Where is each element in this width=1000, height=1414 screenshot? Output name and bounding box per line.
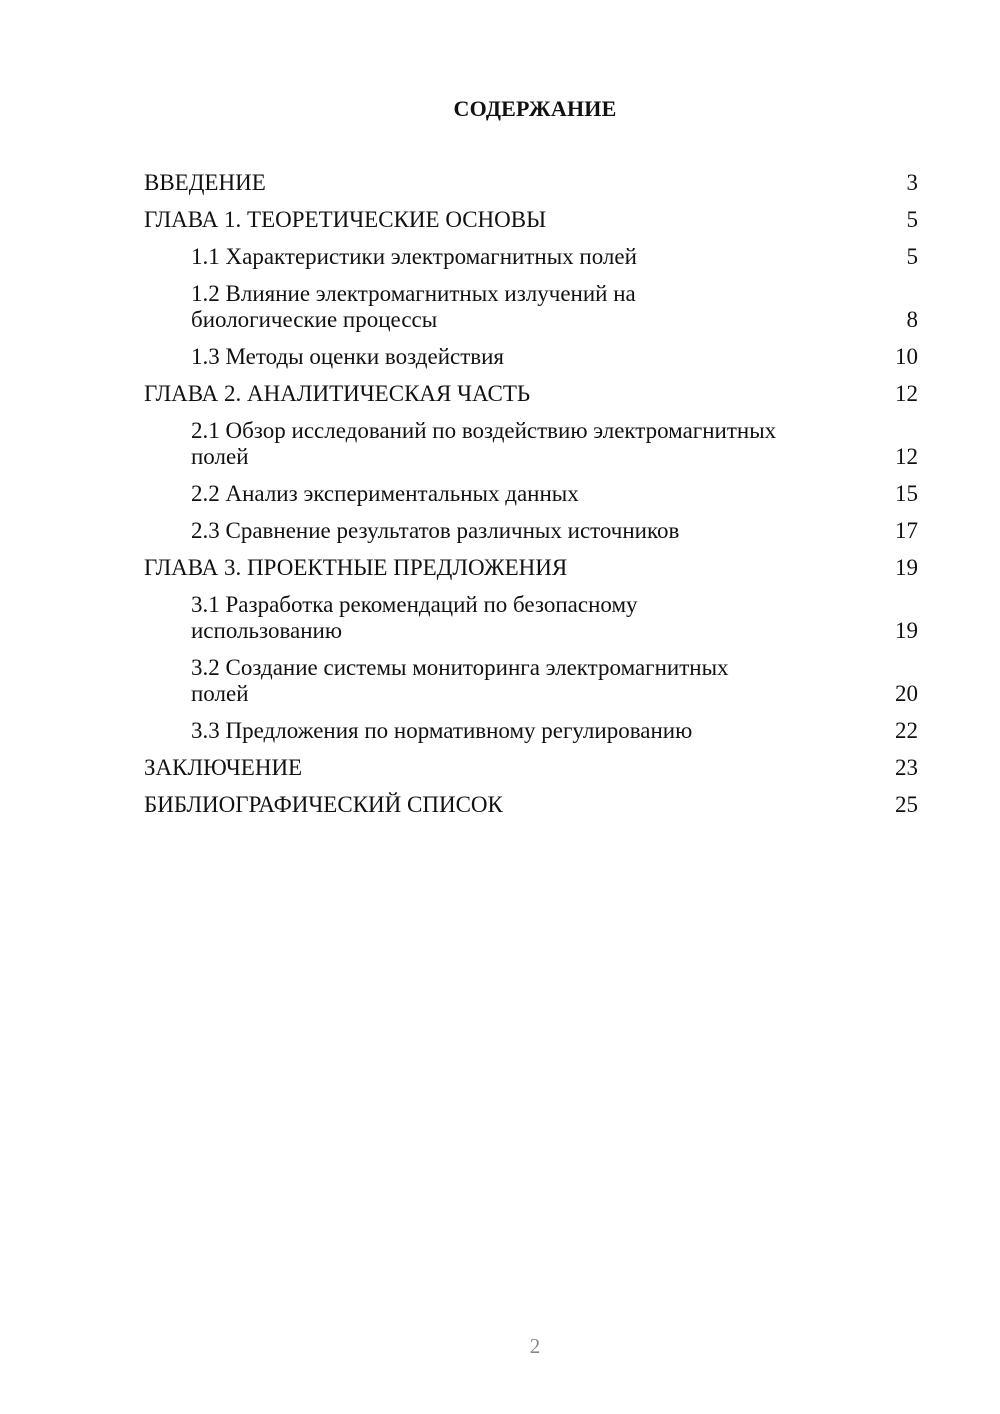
toc-subsection-entry[interactable] xyxy=(144,418,918,470)
toc-entry-title: 2.3 Сравнение результатов различных источников xyxy=(191,518,680,543)
toc-page-number: 8 xyxy=(906,307,918,332)
toc-subsection-entry[interactable] xyxy=(144,718,918,744)
toc-subsection-entry[interactable] xyxy=(144,655,918,707)
toc-page-number: 19 xyxy=(895,618,918,643)
page-number: 2 xyxy=(529,1334,541,1358)
toc-subsection-entry[interactable] xyxy=(144,281,918,333)
toc-chapter-entry[interactable] xyxy=(144,555,918,581)
toc-subsection-entry[interactable] xyxy=(144,344,918,370)
toc-entry-title: БИБЛИОГРАФИЧЕСКИЙ СПИСОК xyxy=(144,792,503,817)
toc-chapter-entry[interactable] xyxy=(144,207,918,233)
toc-entry-title: ГЛАВА 1. ТЕОРЕТИЧЕСКИЕ ОСНОВЫ xyxy=(144,207,547,232)
toc-page-number: 20 xyxy=(895,681,918,706)
toc-page-number: 5 xyxy=(906,207,918,232)
toc-page-number: 19 xyxy=(895,555,918,580)
toc-entry-title: ЗАКЛЮЧЕНИЕ xyxy=(144,755,303,780)
toc-chapter-entry[interactable] xyxy=(144,792,918,818)
toc-page-number: 5 xyxy=(906,244,918,269)
toc-entry-title: 1.3 Методы оценки воздействия xyxy=(191,344,505,369)
toc-entry-title: 2.2 Анализ экспериментальных данных xyxy=(191,481,579,506)
toc-entry-title: 1.1 Характеристики электромагнитных полей xyxy=(191,244,637,269)
toc-subsection-entry[interactable] xyxy=(144,481,918,507)
toc-entry-title: 2.1 Обзор исследований по воздействию электромагнитных xyxy=(191,418,777,443)
page-title: СОДЕРЖАНИЕ xyxy=(453,96,617,121)
toc-page-number: 3 xyxy=(906,170,918,195)
toc-entry-title: 3.1 Разработка рекомендаций по безопасному xyxy=(191,592,638,617)
toc-page-number: 12 xyxy=(895,381,918,406)
toc-page-number: 12 xyxy=(895,444,918,469)
toc-page-number: 25 xyxy=(895,792,918,817)
toc-entry-title: 3.2 Создание системы мониторинга электромагнитных xyxy=(191,655,729,680)
toc-entry-title: ВВЕДЕНИЕ xyxy=(144,170,266,195)
table-of-contents xyxy=(144,170,918,829)
toc-entry-title: 1.2 Влияние электромагнитных излучений на xyxy=(191,281,636,306)
toc-chapter-entry[interactable] xyxy=(144,755,918,781)
toc-entry-title: полей xyxy=(191,681,249,706)
toc-entry-title: использованию xyxy=(191,618,343,643)
toc-entry-title: полей xyxy=(191,444,249,469)
toc-page-number: 22 xyxy=(895,718,918,743)
toc-subsection-entry[interactable] xyxy=(144,518,918,544)
toc-page-number: 15 xyxy=(895,481,918,506)
toc-chapter-entry[interactable] xyxy=(144,381,918,407)
toc-subsection-entry[interactable] xyxy=(144,244,918,270)
toc-page-number: 10 xyxy=(895,344,918,369)
toc-subsection-entry[interactable] xyxy=(144,592,918,644)
toc-entry-title: ГЛАВА 3. ПРОЕКТНЫЕ ПРЕДЛОЖЕНИЯ xyxy=(144,555,568,580)
toc-entry-title: 3.3 Предложения по нормативному регулированию xyxy=(191,718,693,743)
toc-chapter-entry[interactable] xyxy=(144,170,918,196)
toc-page-number: 23 xyxy=(895,755,918,780)
toc-entry-title: биологические процессы xyxy=(191,307,438,332)
toc-entry-title: ГЛАВА 2. АНАЛИТИЧЕСКАЯ ЧАСТЬ xyxy=(144,381,531,406)
toc-page-number: 17 xyxy=(895,518,918,543)
